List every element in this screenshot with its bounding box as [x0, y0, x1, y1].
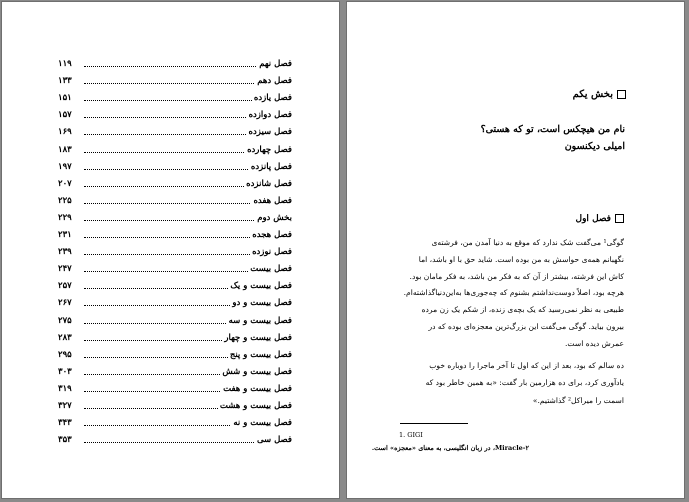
toc-entry-title: فصل نوزده: [250, 244, 292, 260]
toc-entry: [58, 124, 292, 140]
epigraph-author: امیلی دیکنسون: [564, 141, 625, 152]
toc-entry-title: فصل بیست و پنج: [228, 347, 292, 363]
toc-entry: [58, 107, 292, 123]
toc-entry-page: ۲۳۹: [58, 247, 72, 258]
toc-entry-title: فصل بیست و یک: [228, 278, 292, 294]
body-line: گوگی¹ می‌گفت شک ندارد که موقع به دنیا آمدن من، فرشته‌ی: [431, 238, 624, 247]
toc-entry: [58, 56, 292, 72]
toc-entry-page: ۱۵۱: [58, 93, 72, 104]
toc-entry-page: ۱۳۳: [58, 76, 72, 87]
toc-entry-page: ۳۲۷: [58, 401, 72, 411]
table-of-contents: [2, 2, 339, 498]
toc-entry-page: ۳۱۹: [58, 383, 72, 394]
right-page: [347, 2, 684, 498]
toc-entry-title: فصل بیست و دو: [230, 295, 292, 311]
toc-entry-page: ۲۲۵: [58, 195, 72, 206]
body-line: هرچه بود، اصلاً دوست‌نداشتم بشنوم که چه‌جوری‌ها به‌این‌دنیاگذاشته‌ام.: [403, 288, 624, 298]
square-bullet-icon: [617, 90, 626, 99]
toc-entry-page: ۳۵۳: [58, 435, 72, 446]
toc-entry-page: ۲۰۷: [58, 178, 72, 189]
toc-entry-title: فصل بیست و هشت: [218, 398, 292, 414]
toc-entry-title: فصل یازده: [252, 90, 292, 106]
toc-entry-page: ۱۸۳: [58, 144, 72, 155]
toc-entry-page: ۲۶۷: [58, 298, 72, 309]
square-bullet-icon: [615, 214, 624, 223]
toc-entry: [58, 73, 292, 89]
toc-entry-title: فصل بیست و نه: [231, 415, 292, 431]
toc-entry-title: فصل بیست و چهار: [222, 330, 292, 346]
part-heading-text: بخش یکم: [572, 89, 613, 100]
toc-entry: [58, 278, 292, 294]
toc-entry-title: فصل پانزده: [249, 159, 292, 175]
toc-entry: [58, 295, 292, 311]
toc-entry-title: فصل بیست و شش: [220, 364, 292, 380]
toc-entry-page: ۲۴۷: [58, 264, 72, 275]
toc-entry-title: فصل بیست و هفت: [221, 381, 292, 397]
footnote-2: Miracle-۲، در زبان انگلیسی، به معنای «معجزه» است.: [371, 444, 529, 452]
toc-entry: [58, 415, 292, 431]
toc-entry-title: فصل هجده: [250, 227, 292, 243]
toc-entry-page: ۲۲۹: [58, 212, 72, 223]
body-line: طبیعی به نظر نمی‌رسید که یک بچه‌ی زنده، از شکم یک زن مرده: [421, 305, 624, 315]
toc-entry-title: فصل بیست: [248, 261, 292, 277]
toc-entry: [58, 227, 292, 243]
toc-entry: [58, 313, 292, 329]
toc-entry: [58, 347, 292, 363]
toc-entry: [58, 142, 292, 158]
toc-entry: [58, 244, 292, 260]
toc-entry-title: فصل هفده: [251, 193, 292, 209]
toc-entry: [58, 90, 292, 106]
toc-entry-page: ۲۳۱: [58, 230, 72, 240]
toc-entry-page: ۲۷۵: [58, 315, 72, 326]
footnote-1: 1. GIGI: [399, 431, 423, 439]
toc-entry-title: فصل نهم: [257, 56, 292, 72]
toc-entry-page: ۳۴۳: [58, 418, 72, 429]
toc-entry-title: فصل دهم: [255, 73, 292, 89]
toc-entry: [58, 330, 292, 346]
body-line: کاش این فرشته، بیشتر از آن که به فکر من باشد، به فکر مامان بود.: [409, 271, 624, 281]
toc-entry: [58, 364, 292, 380]
footnote-divider: [400, 423, 468, 424]
body-line: ده سالم که بود، بعد از این که اول تا آخر ماجرا را دوباره خوب: [429, 360, 624, 370]
body-line: یادآوری کرد، برای ده هزارمین بار گفت: «به همین خاطر بود که: [425, 378, 624, 388]
toc-entry: [58, 176, 292, 192]
toc-entry-title: فصل سیزده: [247, 124, 292, 140]
left-page: [2, 2, 339, 498]
toc-entry-page: ۱۱۹: [58, 59, 72, 69]
toc-entry: [58, 432, 292, 448]
toc-entry-title: بخش دوم: [255, 210, 292, 226]
toc-entry-page: ۱۹۷: [58, 161, 72, 172]
body-line: نگهبانم همه‌ی حواسش به من بوده است. شاید حق با او باشد، اما: [418, 254, 624, 264]
toc-entry-page: ۱۶۹: [58, 127, 72, 138]
toc-entry: [58, 210, 292, 226]
part-heading: [573, 89, 626, 100]
chapter-heading-text: فصل اول: [575, 214, 611, 224]
toc-entry-title: فصل شانزده: [244, 176, 292, 192]
toc-entry-title: فصل سی: [255, 432, 292, 448]
epigraph-quote: نام من هیچکس است، تو که هستی؟: [480, 124, 625, 135]
toc-entry-page: ۲۹۵: [58, 349, 72, 360]
toc-entry-title: فصل چهارده: [245, 142, 292, 158]
toc-entry-page: ۲۵۷: [58, 281, 72, 292]
body-line: بیرون بیاید. گوگی می‌گفت این بزرگ‌ترین معجزه‌ای بوده که در: [428, 322, 624, 331]
toc-entry: [58, 159, 292, 175]
toc-entry-page: ۲۸۳: [58, 332, 72, 343]
toc-entry-page: ۳۰۳: [58, 366, 72, 377]
toc-entry: [58, 261, 292, 277]
toc-entry-title: فصل دوازده: [247, 107, 292, 123]
toc-entry: [58, 193, 292, 209]
toc-entry: [58, 381, 292, 397]
chapter-heading: [576, 214, 624, 224]
toc-entry-page: ۱۵۷: [58, 110, 72, 121]
toc-entry: [58, 398, 292, 414]
toc-entry-title: فصل بیست و سه: [227, 313, 292, 329]
body-line: اسمت را میراکل² گذاشتیم.»: [532, 395, 624, 405]
body-line: عمرش دیده است.: [564, 338, 624, 348]
